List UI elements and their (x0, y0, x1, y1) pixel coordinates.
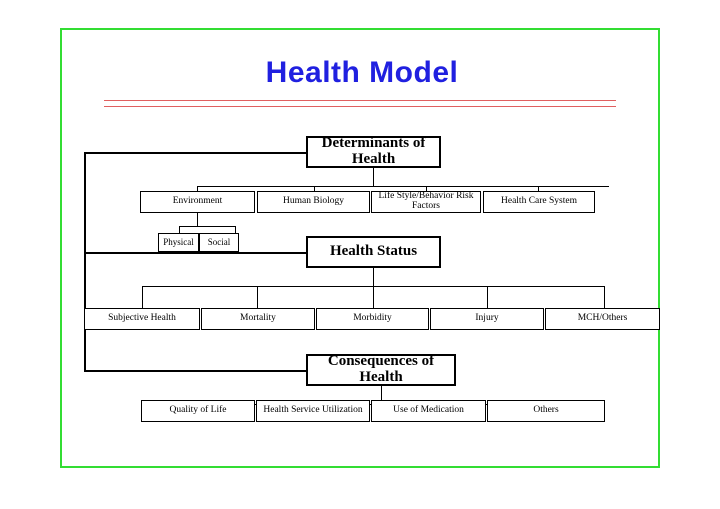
node-quality-of-life[interactable]: Quality of Life (141, 400, 255, 422)
health-status-riser-5 (604, 286, 605, 310)
page-title: Health Model (265, 56, 459, 89)
node-mortality[interactable]: Mortality (201, 308, 315, 330)
trunk-to-consequences (84, 370, 306, 372)
node-others[interactable]: Others (487, 400, 605, 422)
header-health-status[interactable]: Health Status (306, 236, 441, 268)
health-status-riser-3 (373, 286, 374, 310)
slide-canvas (60, 28, 660, 468)
node-morbidity[interactable]: Morbidity (316, 308, 429, 330)
health-status-riser-2 (257, 286, 258, 310)
node-health-service-utilization[interactable]: Health Service Utilization (256, 400, 370, 422)
node-life-style-behavior-risk-factors[interactable]: Life Style/Behavior Risk Factors (371, 191, 481, 213)
trunk-to-health-status (84, 252, 306, 254)
node-social[interactable]: Social (199, 233, 239, 252)
health-status-stem (373, 268, 374, 286)
node-subjective-health[interactable]: Subjective Health (84, 308, 200, 330)
health-status-riser-1 (142, 286, 143, 310)
node-health-care-system[interactable]: Health Care System (483, 191, 595, 213)
node-physical[interactable]: Physical (158, 233, 199, 252)
header-determinants-of-health[interactable]: Determinants of Health (306, 136, 441, 168)
node-environment[interactable]: Environment (140, 191, 255, 213)
environment-bus (179, 226, 235, 227)
node-human-biology[interactable]: Human Biology (257, 191, 370, 213)
header-consequences-of-health[interactable]: Consequences of Health (306, 354, 456, 386)
node-use-of-medication[interactable]: Use of Medication (371, 400, 486, 422)
environment-stem (197, 213, 198, 226)
trunk-to-determinants (84, 152, 306, 154)
determinants-stem (373, 168, 374, 186)
determinants-bus (197, 186, 609, 187)
node-injury[interactable]: Injury (430, 308, 544, 330)
title-divider-top (104, 100, 616, 101)
health-status-riser-4 (487, 286, 488, 310)
node-mch-others[interactable]: MCH/Others (545, 308, 660, 330)
trunk-vertical (84, 152, 86, 372)
title-divider-bottom (104, 106, 616, 107)
